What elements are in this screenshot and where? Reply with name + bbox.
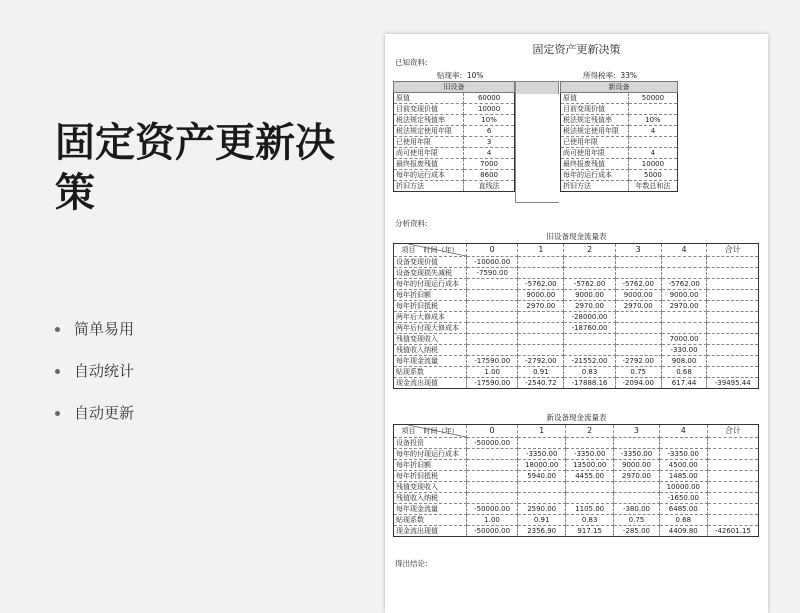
cell-value: 18000.00 [518,460,566,471]
table-row [561,115,678,126]
tax-rate [583,70,637,81]
feature-item [55,318,134,339]
cell-value [707,290,759,301]
param-label: 尚可使用年限 [394,148,464,159]
table-row [394,126,515,137]
cell-value: -28000.00 [564,312,615,323]
table-row [561,148,678,159]
cell-value: 2970.00 [518,301,564,312]
cell-value: -5762.00 [518,279,564,290]
cell-value [518,257,564,268]
column-header: 3 [615,244,661,257]
cell-value [659,438,707,449]
table-row [394,471,759,482]
cell-value [467,312,518,323]
row-label: 每年折旧额 [394,460,467,471]
cell-value: -10000.00 [467,257,518,268]
new-equipment-header: 新设备 [561,82,678,93]
cell-value: 13500.00 [566,460,614,471]
cell-value: -2540.72 [518,378,564,389]
cell-value: 0.83 [564,367,615,378]
table-row [394,493,759,504]
cell-value [518,345,564,356]
cell-value: 2970.00 [564,301,615,312]
cell-value: -1650.00 [659,493,707,504]
cell-value [467,323,518,334]
param-label: 税法规定使用年限 [394,126,464,137]
cell-value [707,471,758,482]
cell-value: 1.00 [467,515,518,526]
cell-value: 9000.00 [615,290,661,301]
param-value: 10000 [464,104,515,115]
cell-value: -5762.00 [564,279,615,290]
table-row [394,104,515,115]
cell-value [566,482,614,493]
cell-value: 617.44 [661,378,707,389]
cell-value: -380.00 [614,504,660,515]
row-label: 两年后付现大修成本 [394,323,467,334]
cell-value: -17590.00 [467,378,518,389]
table-row [394,115,515,126]
cell-value [661,323,707,334]
table-row [394,378,759,389]
item-label: 项目 [401,246,416,254]
discount-label: 贴现率: [437,71,463,80]
param-label: 折旧方法 [561,181,629,192]
cell-value [564,334,615,345]
cell-value [707,312,759,323]
cell-value: -21552.00 [564,356,615,367]
param-label: 最终报废残值 [394,159,464,170]
param-value: 4 [464,148,515,159]
param-label: 目前变现价值 [394,104,464,115]
cell-value [614,482,660,493]
cell-value [615,334,661,345]
item-label: 项目 [401,427,416,435]
param-value: 7000 [464,159,515,170]
table-header-row [394,425,759,438]
param-label: 目前变现价值 [561,104,629,115]
cell-value [467,493,518,504]
param-value: 年数总和法 [628,181,677,192]
param-label: 税法规定残值率 [561,115,629,126]
param-value: 8600 [464,170,515,181]
row-label: 残值变现收入 [394,334,467,345]
row-label: 残值变现收入 [394,482,467,493]
cell-value [518,323,564,334]
table-row [394,345,759,356]
cell-value [707,438,758,449]
table-row [394,449,759,460]
table-row [561,93,678,104]
cell-value [467,279,518,290]
param-label: 已使用年限 [394,137,464,148]
table-row [394,159,515,170]
column-header: 3 [614,425,660,438]
cell-value: 7000.00 [661,334,707,345]
time-label: 时间（年） [423,246,459,254]
cell-value: -5762.00 [661,279,707,290]
table-row [394,312,759,323]
param-value: 10% [464,115,515,126]
tax-value: 33% [620,71,637,80]
header-item-time [394,425,467,438]
row-label: 现金流出现值 [394,378,467,389]
param-label: 尚可使用年限 [561,148,629,159]
param-value [628,137,677,148]
table-row [394,137,515,148]
param-label: 每年的运行成本 [394,170,464,181]
param-label: 税法规定使用年限 [561,126,629,137]
cell-value [564,345,615,356]
table-row [561,137,678,148]
param-value: 10000 [628,159,677,170]
table-row [394,460,759,471]
cell-value [467,449,518,460]
table-header-row [394,244,759,257]
cell-value: 917.15 [566,526,614,537]
cell-value: 6485.00 [659,504,707,515]
column-header: 2 [564,244,615,257]
old-equipment-header: 旧设备 [394,82,515,93]
table-row [394,93,515,104]
table-row [561,159,678,170]
new-flow-title: 新设备现金流量表 [546,413,607,422]
table-row [394,526,759,537]
cell-value [615,323,661,334]
old-cashflow-table [393,243,759,389]
column-header: 2 [566,425,614,438]
cell-value: 0.75 [614,515,660,526]
cell-value [564,268,615,279]
header-item-time [394,244,467,257]
cell-value [566,438,614,449]
cell-value [661,312,707,323]
row-label: 每年折旧抵税 [394,301,467,312]
row-label: 设备投资 [394,438,467,449]
cell-value: -2792.00 [615,356,661,367]
cell-value [564,257,615,268]
table-row [394,268,759,279]
table-row [561,181,678,192]
cell-value: 908.00 [661,356,707,367]
cell-value [707,515,758,526]
param-value: 60000 [464,93,515,104]
param-value: 50000 [628,93,677,104]
row-label: 每年的付现运行成本 [394,279,467,290]
cell-value [467,471,518,482]
cell-value [614,438,660,449]
old-equipment-table [393,81,515,192]
cell-value: -3350.00 [659,449,707,460]
cell-value: -17888.16 [564,378,615,389]
table-row [394,367,759,378]
diagonal-divider [394,425,466,437]
row-label: 残值收入纳税 [394,493,467,504]
table-row [394,290,759,301]
param-label: 原值 [394,93,464,104]
cell-value [707,482,758,493]
new-cashflow-table [393,424,759,537]
cell-value [615,268,661,279]
row-label: 设备变现损失减税 [394,268,467,279]
table-row [394,257,759,268]
cell-value: 1105.00 [566,504,614,515]
row-label: 每年折旧额 [394,290,467,301]
column-header: 合计 [707,425,758,438]
feature-item [55,360,134,381]
cell-value: -7590.00 [467,268,518,279]
cell-value [615,345,661,356]
cell-value [707,334,759,345]
table-row [561,104,678,115]
column-header: 合计 [707,244,759,257]
cell-value: -5762.00 [615,279,661,290]
tax-label: 所得税率: [583,71,616,80]
feature-label: 自动更新 [74,404,135,422]
cell-value: -17590.00 [467,356,518,367]
table-row [561,126,678,137]
cell-value [707,268,759,279]
cell-value [518,482,566,493]
row-label: 每年现金流量 [394,356,467,367]
table-row [394,301,759,312]
cell-value: 1485.00 [659,471,707,482]
table-row [394,334,759,345]
table-row [394,181,515,192]
cell-value [566,493,614,504]
conclusion-label: 得出结论: [395,559,428,568]
cell-value: 2356.90 [518,526,566,537]
cell-value [707,367,759,378]
table-row [394,279,759,290]
cell-value [518,312,564,323]
feature-label: 简单易用 [74,320,135,338]
cell-value: 9000.00 [661,290,707,301]
cell-value: 2970.00 [614,471,660,482]
cell-value: -2094.00 [615,378,661,389]
new-equipment-table [560,81,678,192]
cell-value: -39495.44 [707,378,759,389]
cell-value [707,504,758,515]
cell-value: 2970.00 [661,301,707,312]
row-label: 现金流出现值 [394,526,467,537]
column-header: 1 [518,425,566,438]
cell-value [518,493,566,504]
bullet-icon [55,369,60,374]
divider-column [515,81,559,203]
param-value: 直线法 [464,181,515,192]
cell-value: -50000.00 [467,438,518,449]
cell-value: 9000.00 [518,290,564,301]
cell-value: 0.68 [661,367,707,378]
cell-value: -18760.00 [564,323,615,334]
cell-value: -3350.00 [614,449,660,460]
cell-value: -50000.00 [467,526,518,537]
feature-label: 自动统计 [74,362,135,380]
discount-rate [437,70,483,81]
cell-value [467,334,518,345]
column-header: 0 [467,425,518,438]
cell-value [615,257,661,268]
cell-value: -42601.15 [707,526,758,537]
diagonal-divider [394,244,466,256]
param-label: 最终报废残值 [561,159,629,170]
cell-value [518,438,566,449]
cell-value: 0.68 [659,515,707,526]
old-flow-title: 旧设备现金流量表 [546,232,607,241]
headline: 固定资产更新决策 [55,120,335,216]
row-label: 每年折旧抵税 [394,471,467,482]
cell-value [467,345,518,356]
cell-value: 2590.00 [518,504,566,515]
bullet-icon [55,327,60,332]
cell-value [707,301,759,312]
cell-value [615,312,661,323]
cell-value: -285.00 [614,526,660,537]
analysis-label: 分析资料: [395,219,428,228]
table-row [394,482,759,493]
cell-value [707,449,758,460]
row-label: 贴现系数 [394,515,467,526]
cell-value [518,268,564,279]
cell-value [467,290,518,301]
cell-value: 0.91 [518,367,564,378]
cell-value [467,460,518,471]
cell-value [661,268,707,279]
cell-value [518,334,564,345]
param-label: 已使用年限 [561,137,629,148]
cell-value: -2792.00 [518,356,564,367]
cell-value: 10000.00 [659,482,707,493]
param-value: 6 [464,126,515,137]
cell-value: 0.91 [518,515,566,526]
cell-value [707,345,759,356]
cell-value [614,493,660,504]
table-row [394,438,759,449]
cell-value [707,356,759,367]
cell-value [707,323,759,334]
param-value: 4 [628,148,677,159]
cell-value [707,279,759,290]
column-header: 1 [518,244,564,257]
table-row [561,170,678,181]
param-value [628,104,677,115]
table-row [394,323,759,334]
column-header: 4 [661,244,707,257]
param-label: 原值 [561,93,629,104]
cell-value [467,301,518,312]
table-row [394,148,515,159]
row-label: 设备变现价值 [394,257,467,268]
cell-value: 2970.00 [615,301,661,312]
cell-value [707,460,758,471]
feature-item [55,402,134,423]
table-row [394,356,759,367]
cell-value: 1.00 [467,367,518,378]
cell-value [707,493,758,504]
table-row [394,515,759,526]
cell-value [707,257,759,268]
bullet-icon [55,411,60,416]
cell-value: 4500.00 [659,460,707,471]
cell-value: 9000.00 [564,290,615,301]
cell-value: 9000.00 [614,460,660,471]
cell-value: 4409.80 [659,526,707,537]
cell-value: -3350.00 [566,449,614,460]
cell-value: 4455.00 [566,471,614,482]
param-label: 每年的运行成本 [561,170,629,181]
spreadsheet-preview [385,34,768,613]
column-header: 4 [659,425,707,438]
row-label: 每年现金流量 [394,504,467,515]
cell-value: 0.75 [615,367,661,378]
param-label: 税法规定残值率 [394,115,464,126]
time-label: 时间（年） [423,427,459,435]
row-label: 两年后大修成本 [394,312,467,323]
param-value: 10% [628,115,677,126]
row-label: 贴现系数 [394,367,467,378]
param-value: 5000 [628,170,677,181]
known-label: 已知资料: [395,58,428,67]
cell-value: 5940.00 [518,471,566,482]
column-header: 0 [467,244,518,257]
row-label: 每年的付现运行成本 [394,449,467,460]
cell-value [661,257,707,268]
cell-value: -3350.00 [518,449,566,460]
param-value: 3 [464,137,515,148]
row-label: 残值收入纳税 [394,345,467,356]
sheet-title: 固定资产更新决策 [532,43,621,56]
param-label: 折旧方法 [394,181,464,192]
cell-value: 0.83 [566,515,614,526]
param-value: 4 [628,126,677,137]
cell-value: -330.00 [661,345,707,356]
discount-value: 10% [466,71,484,80]
cell-value [467,482,518,493]
table-row [394,170,515,181]
cell-value: -50000.00 [467,504,518,515]
table-row [394,504,759,515]
